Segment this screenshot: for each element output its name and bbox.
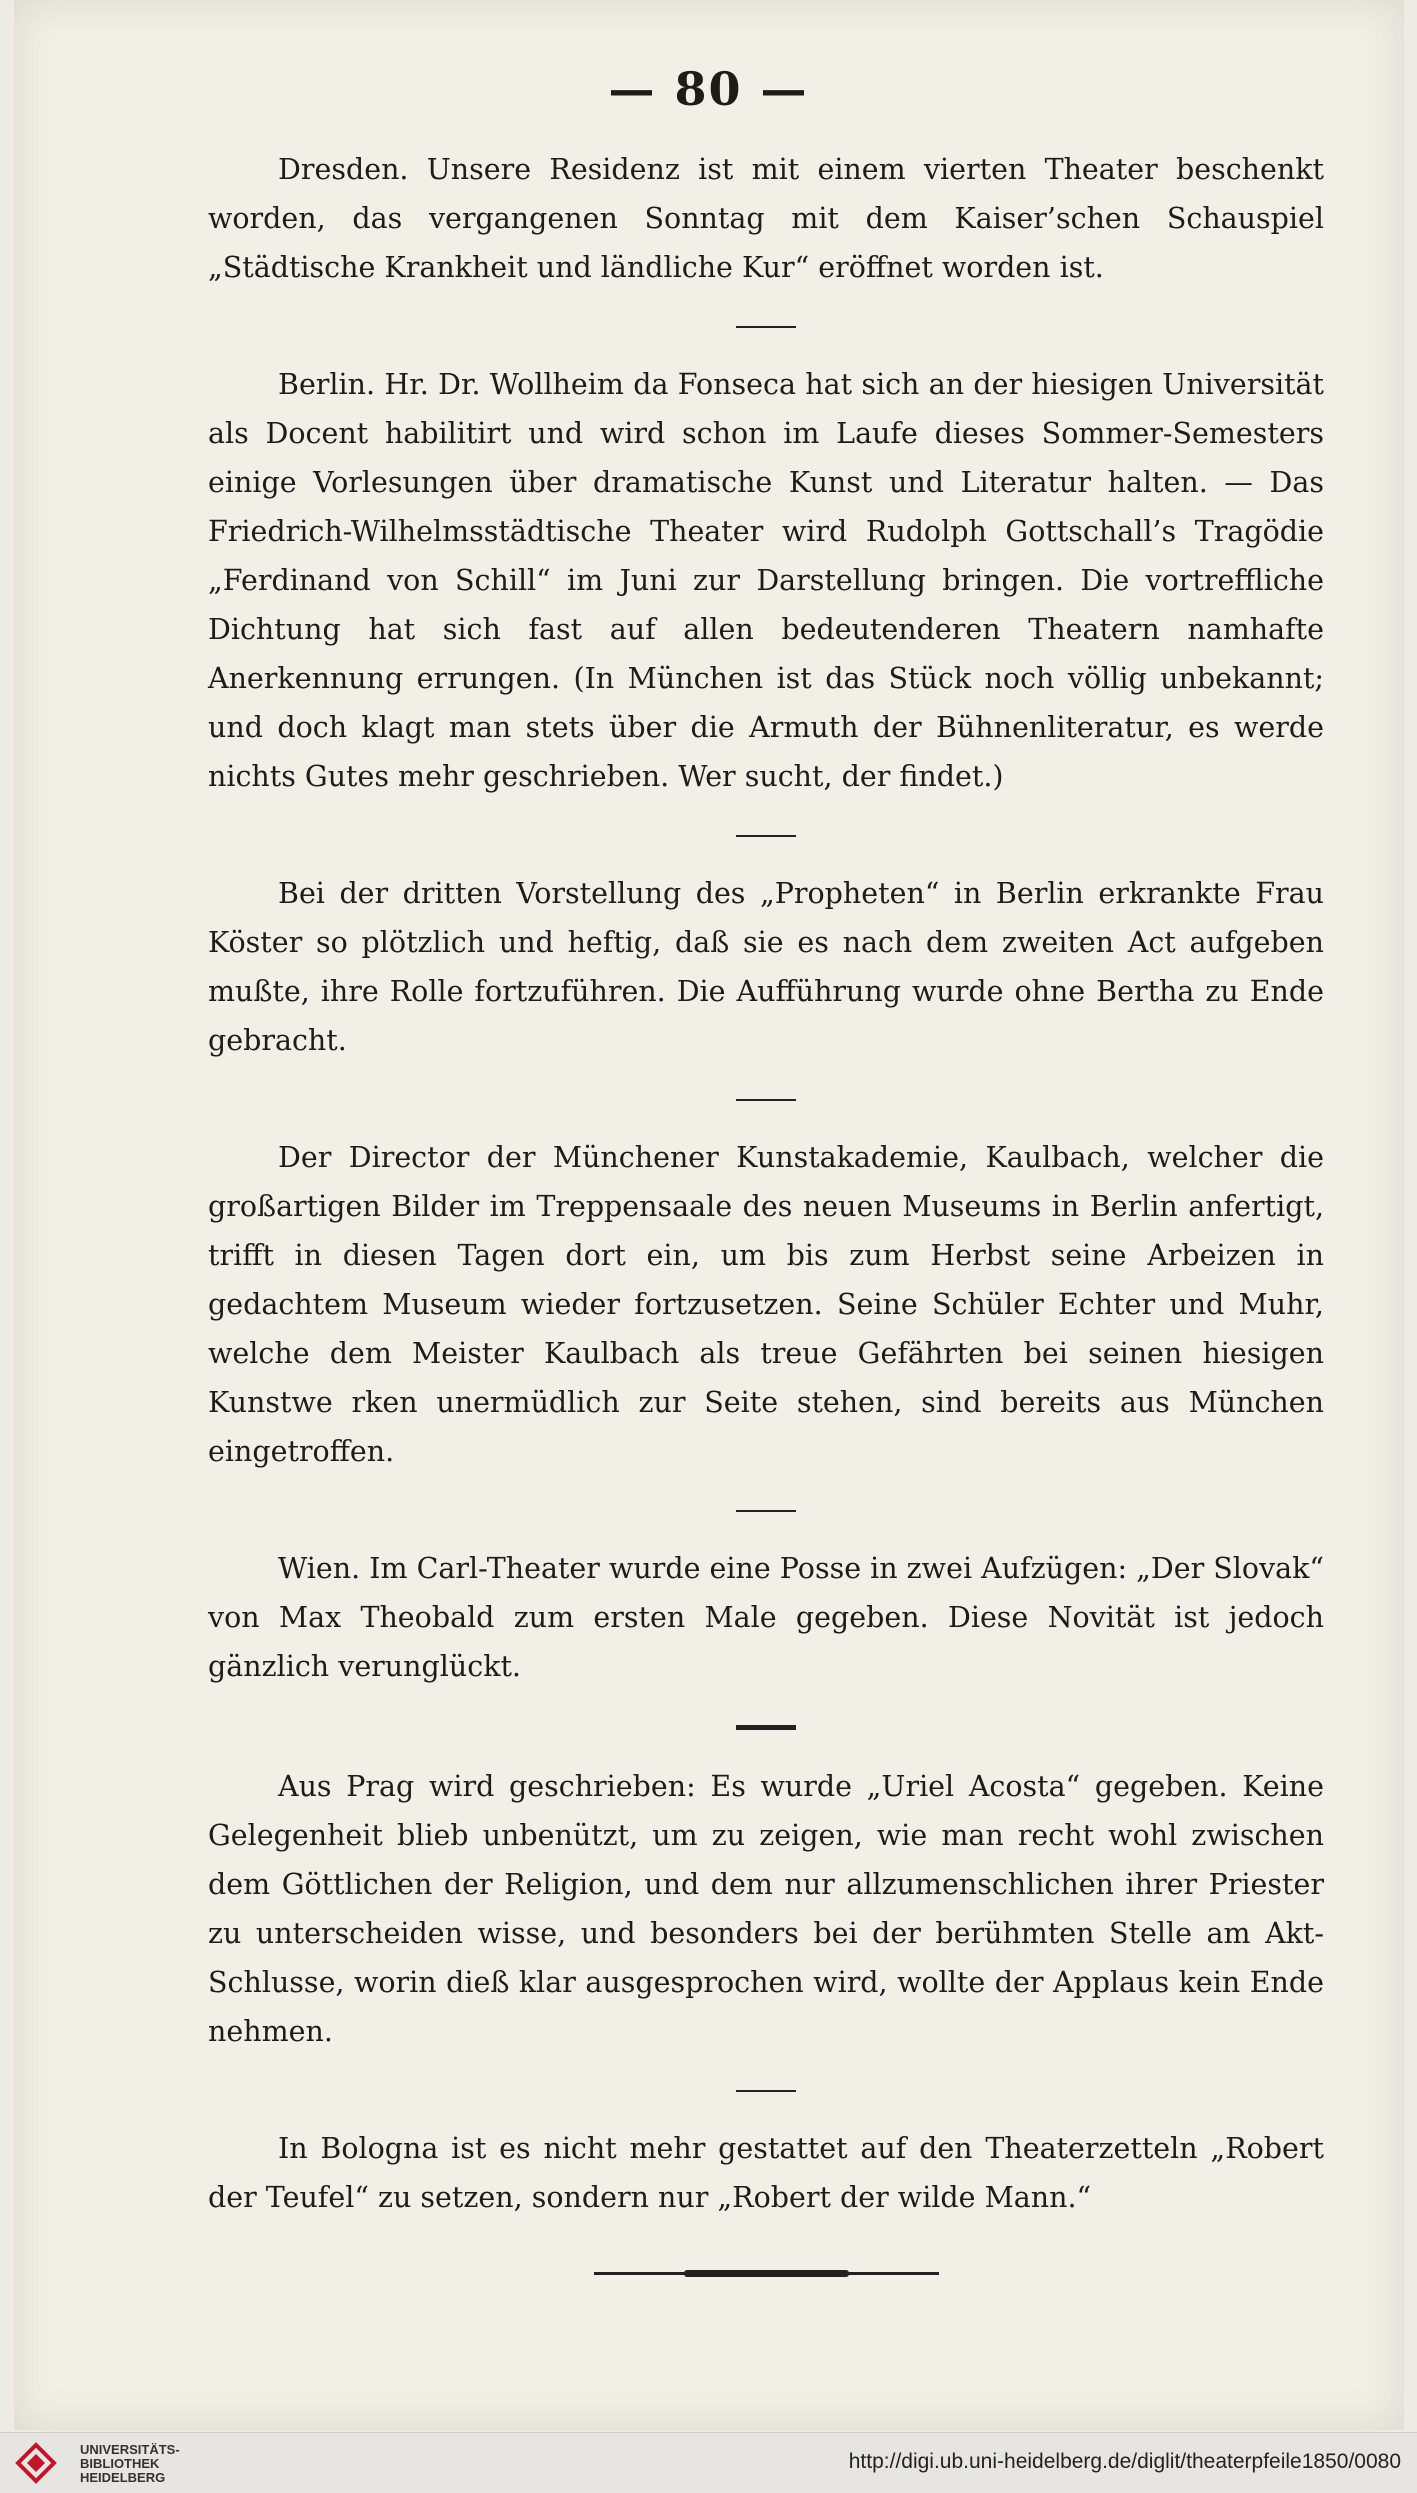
separator-rule xyxy=(736,326,796,328)
separator-rule xyxy=(736,835,796,837)
separator-rule xyxy=(736,1099,796,1101)
closing-ornament-rule xyxy=(594,2272,939,2275)
paragraph-berlin: Berlin. Hr. Dr. Wollheim da Fonseca hat sich an der hiesigen Universität als Docent habilitirt und wird schon im Laufe dieses Sommer-Semesters einige Vorlesungen über dramatische Kunst und Literatur halten. — Das Friedrich-Wilhelmsstädtische Theater wird Rudolph Gottschall’s Tragödie „Ferdinand von Schill“ im Juni zur Darstellung bringen. Die vortreffliche Dichtung hat sich fast auf allen bedeutenderen Theatern namhafte Anerkennung errungen. (In München ist das Stück noch völlig unbekannt; und doch klagt man stets über die Armuth der Bühnenliteratur, es werde nichts Gutes mehr geschrieben. Wer sucht, der findet.) xyxy=(208,368,1324,793)
source-url[interactable]: http://digi.ub.uni-heidelberg.de/diglit/theaterpfeile1850/0080 xyxy=(848,2450,1401,2473)
paragraph-dresden: Dresden. Unsere Residenz ist mit einem vierten Theater beschenkt worden, das vergangenen Sonntag mit dem Kaiser’schen Schauspiel „Städtische Krankheit und ländliche Kur“ eröffnet worden ist. xyxy=(208,153,1324,284)
library-logo-icon xyxy=(14,2441,58,2485)
separator-rule xyxy=(736,1725,796,1730)
separator-rule xyxy=(736,2090,796,2092)
paragraph-propheten: Bei der dritten Vorstellung des „Propheten“ in Berlin erkrankte Frau Köster so plötzlich und heftig, daß sie es nach dem zweiten Act aufgeben mußte, ihre Rolle fortzuführen. Die Aufführung wurde ohne Bertha zu Ende gebracht. xyxy=(208,877,1324,1057)
footer-bar xyxy=(0,2432,1417,2493)
paragraph-kaulbach: Der Director der Münchener Kunstakademie, Kaulbach, welcher die großartigen Bilder im Treppensaale des neuen Museums in Berlin anfertigt, trifft in diesen Tagen dort ein, um bis zum Herbst seine Arbeizen in gedachtem Museum wieder fortzusetzen. Seine Schüler Echter und Muhr, welche dem Meister Kaulbach als treue Gefährten bei seinen hiesigen Kunstwe rken unermüdlich zur Seite stehen, sind bereits aus München eingetroffen. xyxy=(208,1141,1324,1468)
page-number: — 80 — xyxy=(608,62,809,116)
paragraph-wien: Wien. Im Carl-Theater wurde eine Posse in zwei Aufzügen: „Der Slovak“ von Max Theobald zum ersten Male gegeben. Diese Novität ist jedoch gänzlich verunglückt. xyxy=(208,1552,1324,1683)
library-name: UNIVERSITÄTS- BIBLIOTHEK HEIDELBERG xyxy=(80,2442,180,2485)
separator-rule xyxy=(736,1510,796,1512)
paragraph-prag: Aus Prag wird geschrieben: Es wurde „Uriel Acosta“ gegeben. Keine Gelegenheit blieb unbenützt, um zu zeigen, wie man recht wohl zwischen dem Göttlichen der Religion, und dem nur allzumenschlichen ihrer Priester zu unterscheiden wisse, und besonders bei der berühmten Stelle am Akt-Schlusse, worin dieß klar ausgesprochen wird, wollte der Applaus kein Ende nehmen. xyxy=(208,1770,1324,2048)
paragraph-bologna: In Bologna ist es nicht mehr gestattet auf den Theaterzetteln „Robert der Teufel“ zu setzen, sondern nur „Robert der wilde Mann.“ xyxy=(208,2132,1324,2214)
article-body xyxy=(208,145,1324,2275)
